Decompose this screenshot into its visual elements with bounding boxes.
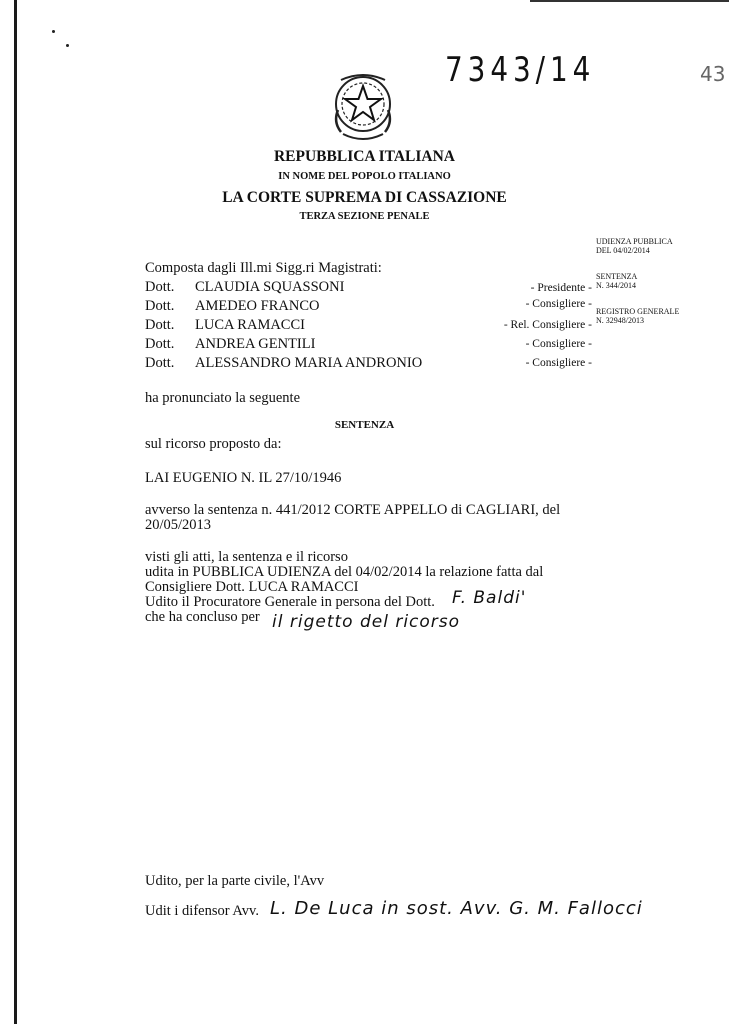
registro-number: N. 32948/2013 xyxy=(596,316,644,325)
avverso-line-2: 20/05/2013 xyxy=(145,517,212,533)
judge-title: Dott. xyxy=(145,336,175,352)
udienza-date: DEL 04/02/2014 xyxy=(596,246,650,255)
judge-role: - Consigliere - xyxy=(525,338,592,350)
judge-role: - Consigliere - xyxy=(525,357,592,369)
avverso-line-1: avverso la sentenza n. 441/2012 CORTE APPELLO di CAGLIARI, del xyxy=(145,502,561,518)
visti-text: visti gli atti, la sentenza e il ricorso xyxy=(145,549,348,565)
judge-title: Dott. xyxy=(145,279,175,295)
emblem-of-italy-icon xyxy=(327,66,399,146)
consigliere-text: Consigliere Dott. LUCA RAMACCI xyxy=(145,579,359,595)
udita-text: udita in PUBBLICA UDIENZA del 04/02/2014 la relazione fatta dal xyxy=(145,564,544,580)
difensor-text: Udit i difensor Avv. xyxy=(145,903,259,919)
section-heading: TERZA SEZIONE PENALE xyxy=(299,211,430,222)
scan-speck xyxy=(52,30,55,33)
concluso-handwriting: il rigetto del ricorso xyxy=(272,612,461,632)
parte-civile-text: Udito, per la parte civile, l'Avv xyxy=(145,873,325,889)
scan-top-rule xyxy=(530,0,729,2)
judge-role: - Rel. Consigliere - xyxy=(503,319,592,331)
page-mark: 43 xyxy=(700,62,726,86)
procuratore-text: Udito il Procuratore Generale in persona del Dott. xyxy=(145,594,435,610)
difensor-handwriting: L. De Luca in sost. Avv. G. M. Fallocci xyxy=(270,898,643,919)
judge-title: Dott. xyxy=(145,298,175,314)
sentenza-number: N. 344/2014 xyxy=(596,281,636,290)
panel-intro: Composta dagli Ill.mi Sigg.ri Magistrati: xyxy=(145,260,382,276)
judge-role: - Presidente - xyxy=(530,282,592,294)
concluso-text: che ha concluso per xyxy=(145,609,260,625)
document-number: 7343/14 xyxy=(445,50,596,90)
judge-title: Dott. xyxy=(145,317,175,333)
judge-name: ANDREA GENTILI xyxy=(195,336,316,352)
ricorso-text: sul ricorso proposto da: xyxy=(145,436,282,452)
pronunciato-text: ha pronunciato la seguente xyxy=(145,390,301,406)
republic-heading: REPUBBLICA ITALIANA xyxy=(273,148,455,165)
judge-name: AMEDEO FRANCO xyxy=(195,298,320,314)
judge-name: CLAUDIA SQUASSONI xyxy=(195,279,345,295)
judge-title: Dott. xyxy=(145,355,175,371)
court-heading: LA CORTE SUPREMA DI CASSAZIONE xyxy=(222,189,507,206)
procuratore-handwriting: F. Baldi' xyxy=(452,588,527,608)
registro-label: REGISTRO GENERALE xyxy=(596,307,680,316)
judge-role: - Consigliere - xyxy=(525,298,592,310)
udienza-label: UDIENZA PUBBLICA xyxy=(596,237,673,246)
scan-speck xyxy=(66,44,69,47)
judge-name: LUCA RAMACCI xyxy=(195,317,305,333)
judge-name: ALESSANDRO MARIA ANDRONIO xyxy=(195,355,423,371)
people-heading: IN NOME DEL POPOLO ITALIANO xyxy=(278,171,451,182)
sentenza-label: SENTENZA xyxy=(596,272,638,281)
sentenza-heading: SENTENZA xyxy=(334,419,395,431)
party-name: LAI EUGENIO N. IL 27/10/1946 xyxy=(145,470,342,486)
